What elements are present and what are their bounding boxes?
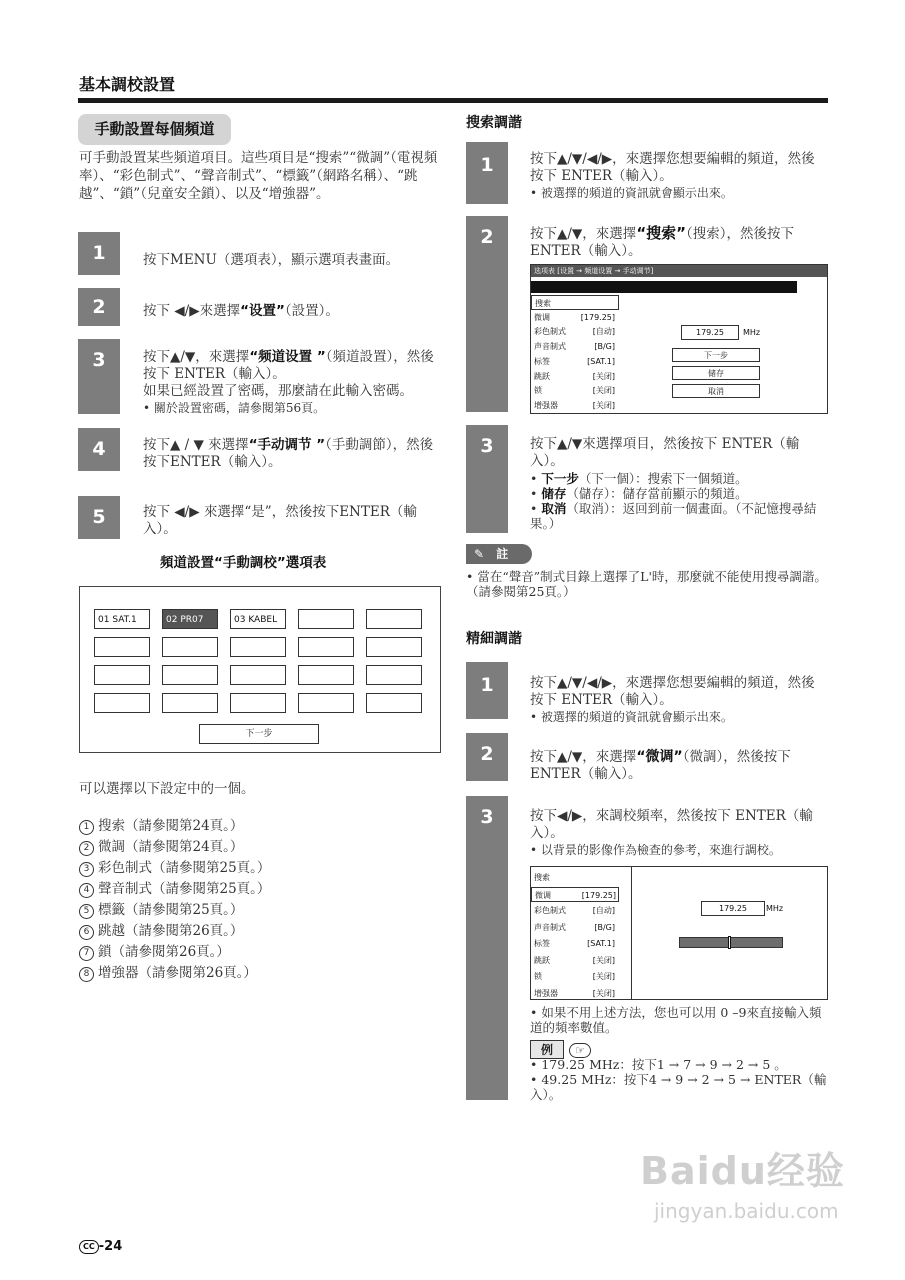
option-text: 增強器（請參閱第26頁。）	[98, 965, 257, 981]
osd-menu-row[interactable]	[531, 383, 617, 398]
osd-row-label: 微调	[535, 890, 551, 900]
osd-row-label: 增强器	[534, 988, 558, 998]
option-number: 8	[79, 967, 94, 982]
option-item	[79, 898, 243, 919]
baidu-watermark	[640, 1140, 845, 1223]
channel-cell[interactable]	[162, 637, 218, 657]
step-1-text: 按下MENU（選項表），顯示選項表畫面。	[143, 252, 400, 268]
fine-step-number-3: 3	[466, 796, 508, 1100]
osd-header-band	[531, 281, 797, 293]
osd-cancel-button[interactable]: 取消	[672, 384, 760, 398]
osd-menu-row[interactable]	[531, 986, 617, 1001]
osd-row-value: [自动]	[592, 906, 615, 915]
channel-cell[interactable]	[366, 693, 422, 713]
channel-cell[interactable]	[230, 637, 286, 657]
fine-tuning-title: 精細調諧	[466, 631, 522, 647]
page-footer	[79, 1239, 122, 1254]
channel-cell[interactable]	[230, 665, 286, 685]
option-number: 4	[79, 883, 94, 898]
note-pencil-icon: ✎	[474, 547, 485, 561]
channel-cell[interactable]	[366, 637, 422, 657]
osd-menu-row[interactable]	[531, 969, 617, 984]
watermark-url: jingyan.baidu.com	[654, 1199, 839, 1223]
channel-cell[interactable]	[298, 693, 354, 713]
option-number: 6	[79, 925, 94, 940]
osd2-frequency-field[interactable]: 179.25	[701, 901, 765, 916]
option-item	[79, 814, 243, 835]
option-number: 3	[79, 862, 94, 877]
page-number: -24	[98, 1239, 123, 1254]
osd-row-label: 跳跃	[534, 371, 550, 381]
option-item	[79, 835, 243, 856]
direct-input-text: • 如果不用上述方法，您也可以用 0 –9來直接輸入頻道的頻率數值。	[530, 1005, 828, 1035]
osd-row-value: [179.25]	[581, 890, 616, 900]
osd-row-label: 彩色制式	[534, 906, 566, 915]
option-item	[79, 919, 243, 940]
osd-row-value: [SAT.1]	[587, 939, 615, 948]
fine-step-1-text: 按下▲/▼/◀/▶，來選擇您想要編輯的頻道，然後按下 ENTER（輸入）。 • 被選擇的頻道的資訊就會顯示出來。	[530, 675, 828, 726]
search-step-number-3: 3	[466, 425, 508, 533]
osd-fine-tune-screen	[530, 866, 828, 1000]
baidu-logo: Baidu经验	[640, 1149, 845, 1193]
note-text: • 當在“聲音”制式目錄上選擇了L'時，那麼就不能使用搜尋調諧。（請參閱第25頁。）	[466, 569, 828, 599]
menu-caption: 頻道設置“手動調校”選項表	[160, 555, 327, 571]
fine-step-number-2: 2	[466, 733, 508, 781]
channel-cell[interactable]	[94, 665, 150, 685]
osd-frequency-field[interactable]: 179.25	[681, 325, 739, 340]
step-number-4: 4	[78, 428, 120, 471]
channel-cell[interactable]	[366, 665, 422, 685]
osd-row-value: [关闭]	[592, 386, 615, 396]
osd-menu-row[interactable]	[531, 295, 619, 310]
osd-row-value: [B/G]	[594, 342, 615, 352]
osd-menu-row[interactable]	[531, 903, 617, 918]
fine-step-2-text: 按下▲/▼，來選擇“微调”（微調），然後按下 ENTER（輸入）。	[530, 749, 791, 782]
osd-menu-row[interactable]	[531, 887, 619, 902]
osd-row-value: [179.25]	[580, 312, 615, 322]
option-text: 標籤（請參閱第25頁。）	[98, 902, 244, 918]
step-number-2: 2	[78, 288, 120, 326]
channel-cell[interactable]	[162, 693, 218, 713]
osd-search-screen	[530, 264, 828, 414]
osd-row-value: [关闭]	[592, 972, 615, 981]
osd-row-label: 微调	[534, 312, 550, 322]
osd-row-label: 锁	[534, 972, 542, 981]
option-text: 彩色制式（請參閱第25頁。）	[98, 860, 271, 876]
option-item	[79, 961, 257, 982]
option-number: 7	[79, 946, 94, 961]
osd-frequency-unit: MHz	[743, 328, 761, 337]
step-number-5: 5	[78, 496, 120, 539]
step-3-text: 按下▲/▼，來選擇“频道设置 ”（頻道設置），然後按下 ENTER（輸入）。 如果已經設置了密碼，那麼請在此輸入密碼。 • 關於設置密碼，請參閱第56頁。	[143, 349, 439, 417]
channel-cell[interactable]	[94, 693, 150, 713]
osd-row-label: 增强器	[534, 400, 558, 410]
option-item	[79, 877, 270, 898]
option-text: 跳越（請參閱第26頁。）	[98, 923, 244, 939]
osd-row-value: [SAT.1]	[587, 356, 615, 366]
step-4-text: 按下▲ / ▼ 來選擇“手动调节 ”（手動調節），然後按下ENTER（輸入）。	[143, 437, 434, 470]
search-tuning-title: 搜索調諧	[466, 115, 522, 131]
option-text: 聲音制式（請參閱第25頁。）	[98, 881, 271, 897]
fine-step-3-text: 按下◀/▶，來調校頻率，然後按下 ENTER（輸入）。 • 以背景的影像作為檢查的參考，來進行調校。	[530, 808, 828, 859]
osd-row-value: [关闭]	[592, 371, 615, 381]
osd-menu-row[interactable]	[531, 339, 617, 354]
osd-row-label: 搜索	[534, 873, 550, 882]
osd-menu-row[interactable]	[531, 936, 617, 951]
step-number-1: 1	[78, 232, 120, 275]
option-number: 2	[79, 841, 94, 856]
search-step-number-1: 1	[466, 142, 508, 204]
search-step-2-text: 按下▲/▼，來選擇“搜索”（搜索），然後按下 ENTER（輸入）。	[530, 224, 795, 259]
header-rule	[78, 98, 828, 103]
pointing-hand-icon: ☞	[569, 1043, 591, 1058]
osd-row-value: [关闭]	[592, 955, 615, 965]
osd-row-label: 声音制式	[534, 342, 566, 352]
fine-tune-slider-handle[interactable]	[728, 936, 731, 949]
osd-row-label: 标签	[534, 356, 550, 366]
grid-next-button[interactable]: 下一步	[199, 724, 319, 744]
channel-cell[interactable]	[298, 609, 354, 629]
channel-cell[interactable]	[230, 693, 286, 713]
fine-tune-slider-bar[interactable]	[679, 937, 783, 948]
search-step-3-text: 按下▲/▼來選擇項目，然後按下 ENTER（輸入）。 • 下一步（下一個）：搜索下一個頻道。 • 储存（儲存）：儲存當前顯示的頻道。 • 取消（取消）：返回到前一個畫面。（不記憶搜尋結果。）	[530, 436, 828, 531]
osd-menu-row[interactable]	[531, 354, 617, 369]
choose-text: 可以選擇以下設定中的一個。	[79, 781, 255, 797]
osd-menu-row[interactable]	[531, 324, 617, 339]
fine-step-number-1: 1	[466, 662, 508, 719]
search-step-1-text: 按下▲/▼/◀/▶，來選擇您想要編輯的頻道，然後按下 ENTER（輸入）。 • 被選擇的頻道的資訊就會顯示出來。	[530, 151, 828, 202]
osd-menu-row[interactable]	[531, 369, 617, 384]
osd-row-value: [自动]	[592, 327, 615, 337]
option-text: 微調（請參閱第24頁。）	[98, 839, 244, 855]
option-item	[79, 940, 230, 961]
osd-menu-row[interactable]	[531, 953, 617, 968]
step-number-3: 3	[78, 339, 120, 414]
examples-list: • 179.25 MHz：按下1 → 7 → 9 → 2 → 5 。 • 49.25 MHz：按下4 → 9 → 2 → 5 → ENTER（輸入）。	[530, 1057, 828, 1102]
osd-row-label: 搜索	[535, 299, 551, 308]
intro-paragraph: 可手動設置某些頻道項目。這些項目是“搜索”“微調”（電視頻率）、“彩色制式”、“聲音制式”、“標籤”（網路名稱）、“跳越”、“鎖”（兒童安全鎖）、以及“增強器”。	[79, 150, 438, 202]
search-step-number-2: 2	[466, 216, 508, 412]
channel-cell[interactable]	[366, 609, 422, 629]
osd-menu-row[interactable]	[531, 870, 617, 885]
option-number: 1	[79, 820, 94, 835]
option-text: 鎖（請參閱第26頁。）	[98, 944, 230, 960]
step-2-text: 按下 ◀/▶來選擇“设置”（設置）。	[143, 303, 339, 319]
channel-grid-panel	[79, 586, 441, 753]
option-text: 搜索（請參閱第24頁。）	[98, 818, 244, 834]
osd-menu-row[interactable]	[531, 398, 617, 413]
channel-cell[interactable]: 03 KABEL	[230, 609, 286, 629]
note-label: ✎ 註	[466, 544, 532, 564]
page-header-title: 基本調校設置	[79, 75, 176, 94]
section-title-manual-setup: 手動設置每個頻道	[78, 114, 231, 145]
channel-cell[interactable]	[94, 637, 150, 657]
channel-cell[interactable]: 02 PR07	[162, 609, 218, 629]
option-item	[79, 856, 270, 877]
step-5-text: 按下 ◀/▶ 來選擇“是”，然後按下ENTER（輸入）。	[143, 504, 417, 537]
osd-row-value: [B/G]	[594, 922, 615, 932]
osd-divider	[631, 867, 632, 999]
osd2-frequency-unit: MHz	[766, 904, 784, 913]
osd-row-value: [关闭]	[592, 400, 615, 410]
osd-store-button[interactable]: 储存	[672, 366, 760, 380]
osd-menu-row[interactable]	[531, 310, 617, 325]
osd-titlebar: 选项表 [设置 → 频道设置 → 手动调节]	[531, 265, 827, 277]
channel-cell[interactable]	[298, 637, 354, 657]
osd-row-label: 锁	[534, 386, 542, 396]
osd-row-label: 跳跃	[534, 955, 550, 965]
osd-next-button[interactable]: 下一步	[672, 348, 760, 362]
osd-menu-row[interactable]	[531, 920, 617, 935]
example-tag: 例 ☞	[530, 1039, 591, 1059]
osd-row-value: [关闭]	[592, 988, 615, 998]
channel-cell[interactable]: 01 SAT.1	[94, 609, 150, 629]
channel-cell[interactable]	[298, 665, 354, 685]
osd-row-label: 标签	[534, 939, 550, 948]
option-number: 5	[79, 904, 94, 919]
cc-badge-icon: CC	[79, 1240, 99, 1254]
osd-row-label: 彩色制式	[534, 327, 566, 337]
osd-row-label: 声音制式	[534, 922, 566, 932]
channel-cell[interactable]	[162, 665, 218, 685]
